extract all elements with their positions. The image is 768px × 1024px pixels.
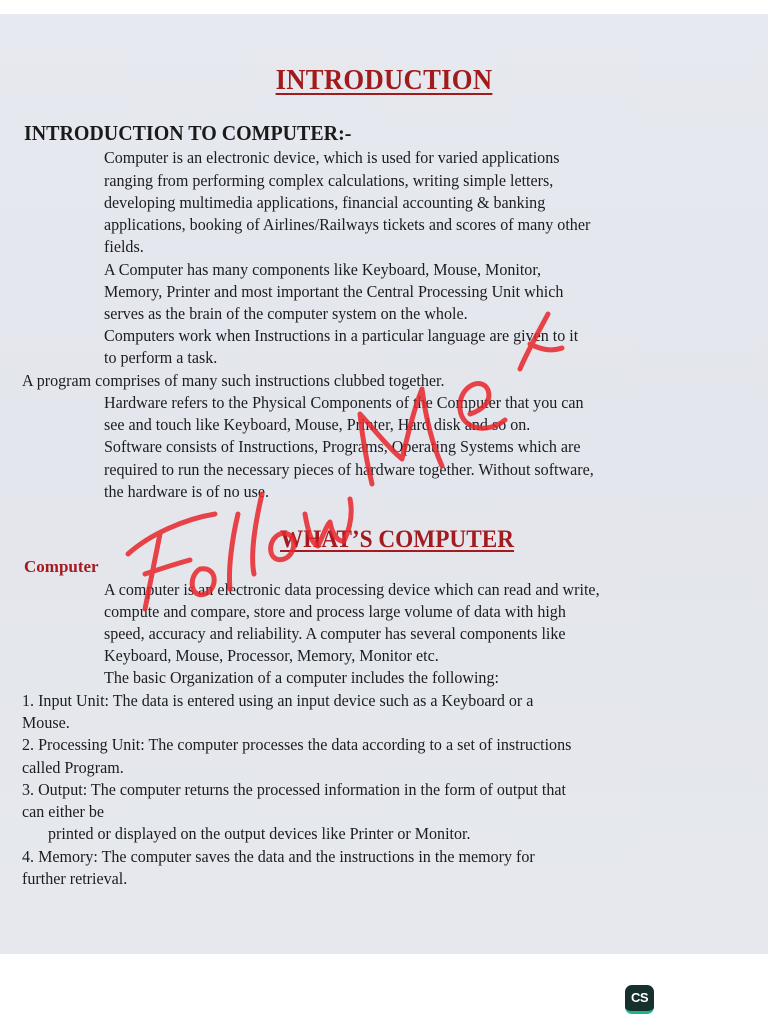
text-line: Computer is an electronic device, which is used for varied applications xyxy=(104,148,560,167)
text-line: applications, booking of Airlines/Railways tickets and scores of many other xyxy=(104,215,591,234)
text-line: the hardware is of no use. xyxy=(104,482,270,501)
text-line: A Computer has many components like Keyboard, Mouse, Monitor, xyxy=(104,260,542,279)
text-line: Memory, Printer and most important the Central Processing Unit which xyxy=(104,282,564,301)
text-line: A program comprises of many such instructions clubbed together. xyxy=(22,371,445,390)
text-line: fields. xyxy=(104,237,144,256)
list-item-output: 3. Output: The computer returns the processed information in the form of output that xyxy=(22,780,567,799)
section-heading-introduction: INTRODUCTION TO COMPUTER:- xyxy=(24,121,352,145)
text-line: printed or displayed on the output devices like Printer or Monitor. xyxy=(48,824,471,843)
text-line: The basic Organization of a computer includes the following: xyxy=(104,668,499,687)
text-line: developing multimedia applications, financial accounting & banking xyxy=(104,193,546,212)
text-line: called Program. xyxy=(22,758,124,777)
text-line: Software consists of Instructions, Programs, Operating Systems which are xyxy=(104,437,581,456)
text-line: compute and compare, store and process large volume of data with high xyxy=(104,602,566,621)
text-line: speed, accuracy and reliability. A computer has several components like xyxy=(104,624,566,643)
text-line: A computer is an electronic data processing device which can read and write, xyxy=(104,580,600,599)
text-line: Mouse. xyxy=(22,713,70,732)
text-line: can either be xyxy=(22,802,105,821)
page-title: INTRODUCTION xyxy=(275,64,493,96)
computer-label: Computer xyxy=(24,557,99,576)
list-item-input-unit: 1. Input Unit: The data is entered using an input device such as a Keyboard or a xyxy=(22,691,534,710)
text-line: ranging from performing complex calculations, writing simple letters, xyxy=(104,171,554,190)
list-item-memory: 4. Memory: The computer saves the data and the instructions in the memory for xyxy=(22,847,535,866)
text-line: required to run the necessary pieces of hardware together. Without software, xyxy=(104,460,594,479)
text-line: Keyboard, Mouse, Processor, Memory, Monitor etc. xyxy=(104,646,439,665)
text-line: see and touch like Keyboard, Mouse, Printer, Hard disk and so on. xyxy=(104,415,531,434)
text-line: further retrieval. xyxy=(22,869,128,888)
camscanner-badge-icon: CS xyxy=(625,985,654,1014)
text-line: Hardware refers to the Physical Components of the Computer that you can xyxy=(104,393,584,412)
scanned-page xyxy=(0,14,768,954)
text-line: serves as the brain of the computer system on the whole. xyxy=(104,304,468,323)
list-item-processing-unit: 2. Processing Unit: The computer processes the data according to a set of instructions xyxy=(22,735,572,754)
text-line: Computers work when Instructions in a particular language are given to it xyxy=(104,326,579,345)
section-heading-whats-computer: WHAT’S COMPUTER xyxy=(280,526,515,553)
text-line: to perform a task. xyxy=(104,348,218,367)
